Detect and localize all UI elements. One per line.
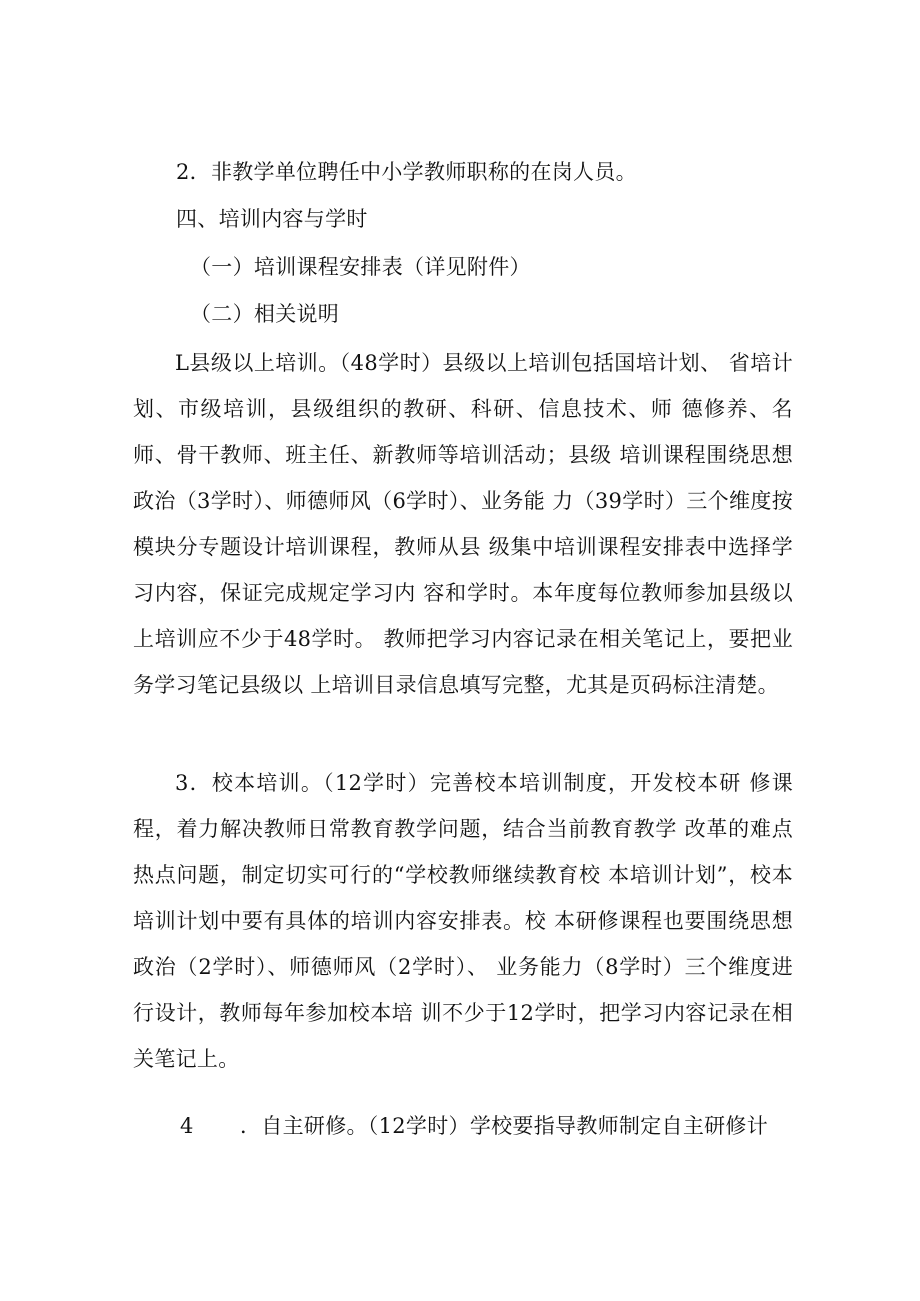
subsection-2: （二）相关说明	[190, 302, 340, 326]
paragraph-county-training: L县级以上培训。（48学时）县级以上培训包括国培计划、 省培计划、市级培训，县级组织的教研、科研、信息技术、师 德修养、名师、骨干教师、班主任、新教师等培训活动；县级 培训课程围绕思想政治（3学时）、师德师风（6学时）、业务能 力（39学时）三个维度按模块分专题设计培训课程，教师从县 级集中培训课程安排表中选择学习内容，保证完成规定学习内 容和学时。本年度每位教师参加县级以上培训应不少于48学时。 教师把学习内容记录在相关笔记上，要把业务学习笔记县级以 上培训目录信息填写完整，尤其是页码标注清楚。	[133, 351, 793, 697]
list-item-2: 2．非教学单位聘任中小学教师职称的在岗人员。	[176, 160, 637, 184]
subsection-1: （一）培训课程安排表（详见附件）	[190, 255, 531, 279]
paragraph-school-training: 3．校本培训。（12学时）完善校本培训制度，开发校本研 修课程，着力解决教师日常教育教学问题，结合当前教育教学 改革的难点热点问题，制定切实可行的“学校教师继续教育校 本培训计划”，校本培训计划中要有具体的培训内容安排表。校 本研修课程也要围绕思想政治（2学时）、师德师风（2学时）、 业务能力（8学时）三个维度进行设计，教师每年参加校本培 训不少于12学时，把学习内容记录在相关笔记上。	[133, 771, 793, 1071]
section-heading: 四、培训内容与学时	[176, 207, 368, 231]
paragraph-self-study: ．自主研修。（12学时）学校要指导教师制定自主研修计	[240, 1114, 769, 1138]
item-number-4: 4	[180, 1114, 194, 1138]
